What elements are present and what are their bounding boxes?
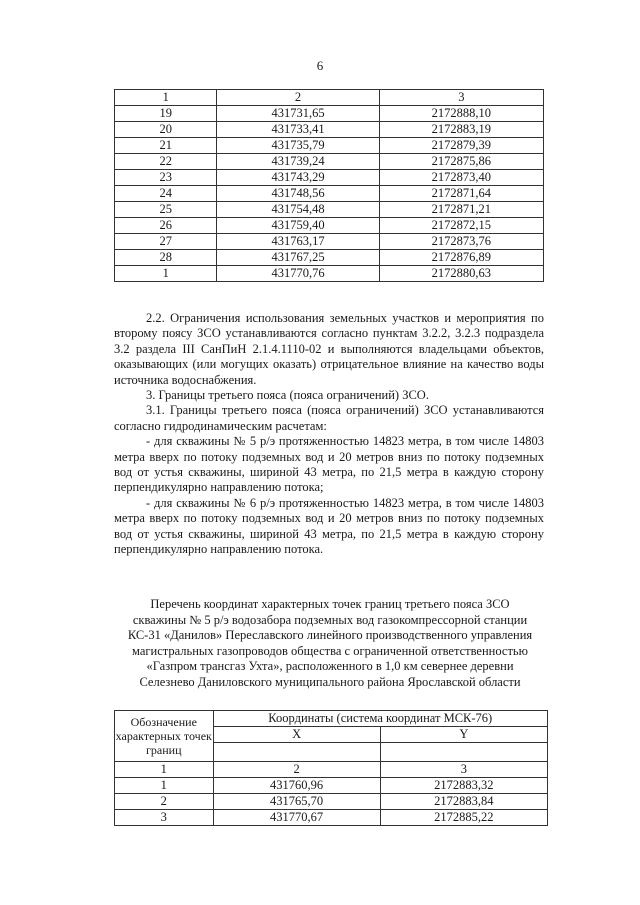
y-coordinate: 2172888,10 [379,106,543,122]
coordinate-system-header: Координаты (система координат МСК-76) [213,711,548,727]
x-coordinate: 431733,41 [217,122,379,138]
y-coordinate: 2172883,19 [379,122,543,138]
point-number: 27 [115,234,217,250]
body-text [114,311,544,558]
x-coordinate: 431735,79 [217,138,379,154]
point-number: 25 [115,202,217,218]
point-designation-header: Обозначение характерных точек границ [115,711,214,762]
x-coordinate: 431770,76 [217,266,379,282]
x-coordinate: 431765,70 [213,794,380,810]
y-coordinate: 2172883,32 [380,778,547,794]
title-line: Перечень координат характерных точек границ третьего пояса ЗСО [150,597,510,611]
table-row [115,234,544,250]
point-number: 1 [115,778,214,794]
point-number: 20 [115,122,217,138]
x-header: X [213,727,380,743]
point-number: 2 [115,794,214,810]
table-row [115,154,544,170]
table-row [115,106,544,122]
x-coordinate: 431731,65 [217,106,379,122]
x-coordinate: 431743,29 [217,170,379,186]
title-line: «Газпром трансгаз Ухта», расположенного в 1,0 км севернее деревни [146,659,514,674]
y-coordinate: 2172879,39 [379,138,543,154]
number-cell: 1 [115,762,214,778]
table-row [115,794,548,810]
table-header-row [115,90,544,106]
table-row [115,778,548,794]
number-cell: 3 [380,762,547,778]
table-row [115,170,544,186]
x-coordinate: 431754,48 [217,202,379,218]
y-coordinate: 2172875,86 [379,154,543,170]
x-coordinate: 431760,96 [213,778,380,794]
point-number: 24 [115,186,217,202]
point-number: 28 [115,250,217,266]
x-coordinate: 431770,67 [213,810,380,826]
point-number: 21 [115,138,217,154]
spacer-cell [380,743,547,762]
y-coordinate: 2172873,40 [379,170,543,186]
coordinates-table-third-zone [114,710,548,826]
table-row [115,122,544,138]
title-line: Селезнево Даниловского муниципального района Ярославской области [139,674,521,689]
table-number-row [115,762,548,778]
point-number: 3 [115,810,214,826]
header-cell: 3 [379,90,543,106]
y-header: Y [380,727,547,743]
x-coordinate: 431767,25 [217,250,379,266]
table-row [115,250,544,266]
y-coordinate: 2172871,21 [379,202,543,218]
header-cell: 1 [115,90,217,106]
point-number: 22 [115,154,217,170]
table-row [115,186,544,202]
y-coordinate: 2172883,84 [380,794,547,810]
x-coordinate: 431759,40 [217,218,379,234]
point-number: 23 [115,170,217,186]
spacer-cell [213,743,380,762]
title-line: магистральных газопроводов общества с ограниченной ответственностью [132,643,528,658]
number-cell: 2 [213,762,380,778]
paragraph-3: 3. Границы третьего пояса (пояса ограничений) ЗСО. [146,388,429,403]
x-coordinate: 431739,24 [217,154,379,170]
table-row [115,810,548,826]
point-number: 1 [115,266,217,282]
page-number: 6 [316,58,324,73]
title-line: КС-31 «Данилов» Переславского линейного производственного управления [127,628,533,643]
y-coordinate: 2172885,22 [380,810,547,826]
header-cell: 2 [217,90,379,106]
table-row [115,202,544,218]
coordinates-list-title [90,597,570,691]
x-coordinate: 431763,17 [217,234,379,250]
x-coordinate: 431748,56 [217,186,379,202]
point-number: 26 [115,218,217,234]
paragraph-3-1: 3.1. Границы третьего пояса (пояса ограничений) ЗСО устанавливаются согласно гидродинамическим расчетам: [114,403,544,433]
point-number: 19 [115,106,217,122]
y-coordinate: 2172873,76 [379,234,543,250]
well-5-description: - для скважины № 5 р/э протяженностью 14823 метра, в том числе 14803 метра вверх по потоку подземных вод и 20 метров вниз по потоку подземных вод от устья скважины, шириной 43 метра, по 21,5 метра в каждую сторону перпендикулярно направлению потока; [114,434,544,495]
table-row [115,138,544,154]
y-coordinate: 2172880,63 [379,266,543,282]
y-coordinate: 2172872,15 [379,218,543,234]
well-6-description: - для скважины № 6 р/э протяженностью 14823 метра, в том числе 14803 метра вверх по потоку подземных вод и 20 метров вниз по потоку подземных вод от устья скважины, шириной 43 метра, по 21,5 метра в каждую сторону перпендикулярно направлению потока. [114,495,544,557]
table-row [115,266,544,282]
coordinates-table-second-zone [114,89,544,282]
table-row [115,218,544,234]
y-coordinate: 2172876,89 [379,250,543,266]
table-header-row [115,711,548,727]
title-line: скважины № 5 р/э водозабора подземных вод газокомпрессорной станции [132,612,528,627]
y-coordinate: 2172871,64 [379,186,543,202]
paragraph-2-2: 2.2. Ограничения использования земельных участков и мероприятия по второму поясу ЗСО устанавливаются согласно пунктам 3.2.2, 3.2.3 подраздела 3.2 раздела III СанПиН 2.1.4.1110-02 и выполняются владельцами объектов, оказывающих (или могущих оказать) отрицательное влияние на качество воды источника водоснабжения. [114,311,544,387]
